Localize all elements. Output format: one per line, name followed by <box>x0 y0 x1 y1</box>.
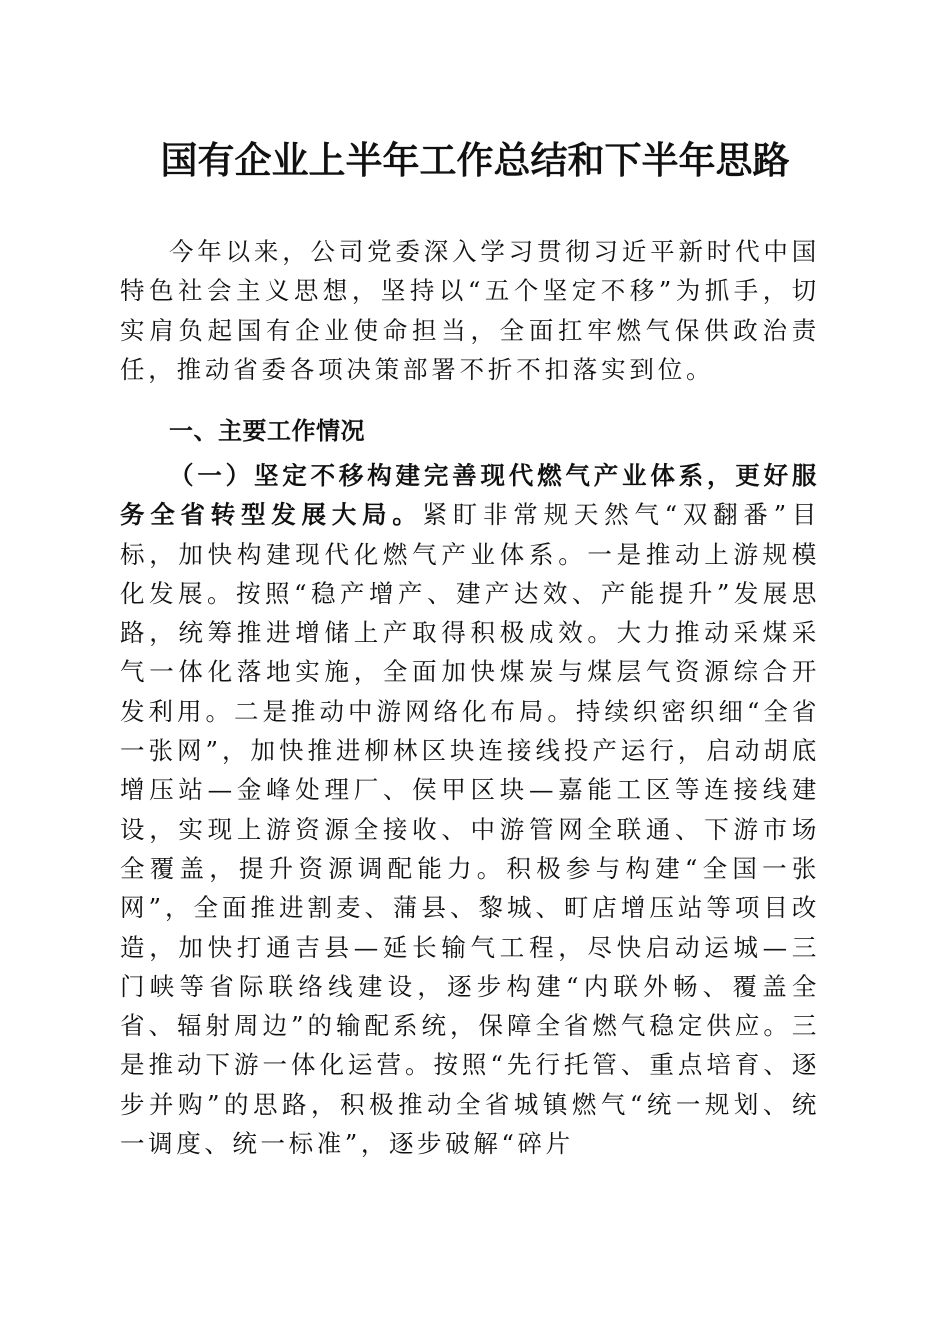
intro-paragraph: 今年以来，公司党委深入学习贯彻习近平新时代中国特色社会主义思想，坚持以“五个坚定不移”为抓手，切实肩负起国有企业使命担当，全面扛牢燃气保供政治责任，推动省委各项决策部署不折不扣落实到位。 <box>120 237 820 384</box>
section-1-body: 紧盯非常规天然气“双翻番”目标，加快构建现代化燃气产业体系。一是推动上游规模化发展。按照“稳产增产、建产达效、产能提升”发展思路，统筹推进增储上产取得积极成效。大力推动采煤采气一体化落地实施，全面加快煤炭与煤层气资源综合开发利用。二是推动中游网络化布局。持续织密织细“全省一张网”，加快推进柳林区块连接线投产运行，启动胡底增压站—金峰处理厂、侯甲区块—嘉能工区等连接线建设，实现上游资源全接收、中游管网全联通、下游市场全覆盖，提升资源调配能力。积极参与构建“全国一张网”，全面推进割麦、蒲县、黎城、町店增压站等项目改造，加快打通吉县—延长输气工程，尽快启动运城—三门峡等省际联络线建设，逐步构建“内联外畅、覆盖全省、辐射周边”的输配系统，保障全省燃气稳定供应。三是推动下游一体化运营。按照“先行托管、重点培育、逐步并购”的思路，积极推动全省城镇燃气“统一规划、统一调度、统一标准”，逐步破解“碎片 <box>120 500 821 1159</box>
section-1-paragraph <box>120 456 820 1163</box>
document-title: 国有企业上半年工作总结和下半年思路 <box>160 138 790 182</box>
section-heading-main-work: 一、主要工作情况 <box>169 417 365 445</box>
section-1-lead: （一）坚定不移构建完善现代燃气产业体系，更好服务全省转型发展大局。 <box>120 461 820 530</box>
